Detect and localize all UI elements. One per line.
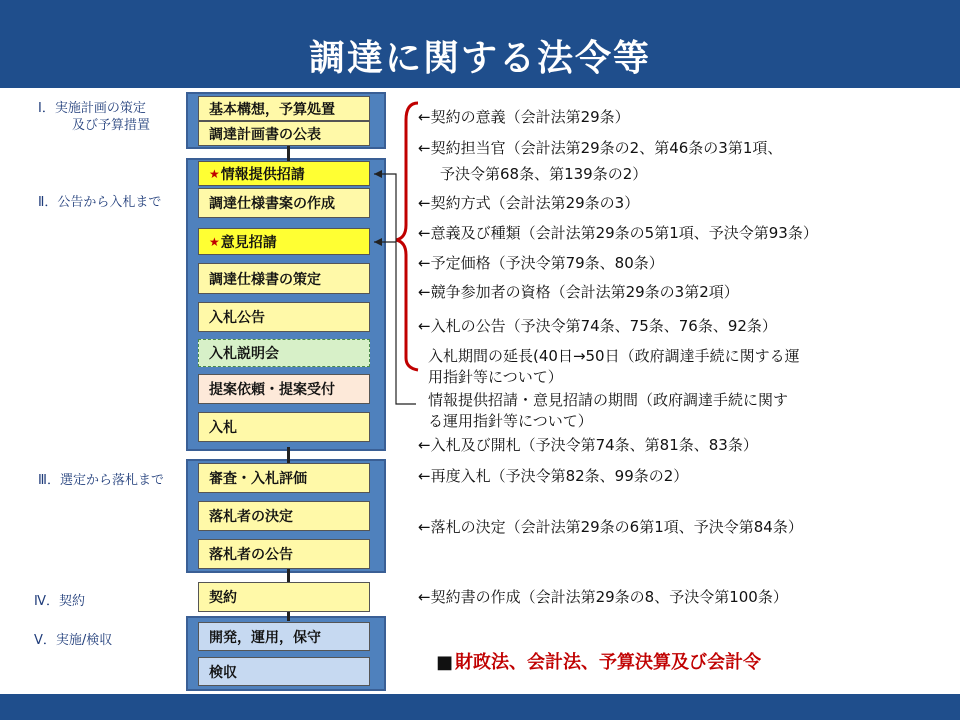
step-label: 調達計画書の公表 [209,126,321,143]
note-award-decision: ←落札の決定（会計法第29条の6第1項、予決令第84条） [418,518,803,536]
page-title: 調達に関する法令等 [308,38,651,79]
note-rebid: ←再度入札（予決令第82条、99条の2） [418,467,689,485]
phase-1-label-line1: Ⅰ．実施計画の策定 [38,101,146,116]
step-label: 審査・入札評価 [209,471,307,487]
step-inspection [198,657,370,686]
note-contract-method: ←契約方式（会計法第29条の3） [418,194,640,212]
legal-basis-summary [436,648,761,674]
step-label: 意見招請 [220,234,277,251]
step-bidding [198,412,370,442]
step-proposal-request-receipt [198,374,370,404]
note-contract-officer: ←契約担当官（会計法第29条の2、第46条の3第1項、 [418,139,783,157]
star-icon: ★ [209,166,220,181]
note-meaning-types: ←意義及び種類（会計法第29条の5第1項、予決令第93条） [418,224,818,242]
phase-1-label-line2: 及び予算措置 [72,118,151,133]
step-information-request [198,161,370,186]
step-label: 情報提供招請 [220,166,305,183]
note-contract-meaning: ←契約の意義（会計法第29条） [418,108,630,126]
phase-1-label [38,100,150,134]
phase-3-label-text: Ⅲ．選定から落札まで [38,473,164,488]
step-label: 入札公告 [209,310,265,326]
step-development-operation-maintenance [198,622,370,651]
step-contract [198,582,370,612]
note-participant-qualification: ←競争参加者の資格（会計法第29条の3第2項） [418,283,739,301]
note-info-comment-period: 情報提供招請・意見招請の期間（政府調達手続に関す [428,391,789,409]
phase-5-label-text: Ⅴ．実施/検収 [34,633,113,648]
note-bid-period-extension: 入札期間の延長(40日→50日（政府調達手続に関する運 [428,347,800,365]
step-label: 落札者の公告 [209,547,293,563]
step-label: 契約 [209,590,237,606]
red-brace [396,103,418,370]
step-procurement-plan-publication [198,121,370,146]
star-icon: ★ [209,234,220,249]
note-bid-opening: ←入札及び開札（予決令第74条、第81条、83条） [418,436,758,454]
step-label: 入札 [209,420,237,436]
step-label: 基本構想，予算処置 [209,101,335,118]
step-label: 調達仕様書の策定 [209,271,321,288]
step-basic-plan-budget [198,96,370,121]
phase-2-label-text: Ⅱ．公告から入札まで [38,195,162,210]
step-draft-specification [198,188,370,218]
note-contract-officer-cont: 予決令第68条、第139条の2） [440,165,648,183]
note-bid-period-extension-cont: 用指針等について） [428,368,563,386]
phase-4-label-text: Ⅳ．契約 [34,594,85,609]
note-estimated-price: ←予定価格（予決令第79条、80条） [418,254,664,272]
connector-line [287,447,290,463]
phase-3-label [38,472,164,489]
step-label: 提案依頼・提案受付 [209,382,335,398]
connector-line [287,611,290,621]
note-contract-document: ←契約書の作成（会計法第29条の8、予決令第100条） [418,588,788,606]
step-award-decision [198,501,370,531]
step-label: 開発，運用，保守 [209,629,321,646]
footer-bar [0,694,960,720]
step-label: 入札説明会 [209,346,279,362]
note-bid-announcement: ←入札の公告（予決令第74条、75条、76条、92条） [418,317,777,335]
step-bid-briefing [198,339,370,367]
step-label: 落札者の決定 [209,509,293,525]
step-comment-request [198,228,370,255]
step-label: 調達仕様書案の作成 [209,196,335,212]
square-bullet-icon: ■ [436,652,454,673]
phase-5-label [34,632,112,649]
step-award-announcement [198,539,370,569]
legal-basis-text: 財政法、会計法、予算決算及び会計令 [455,652,762,673]
note-info-comment-period-cont: る運用指針等について） [428,412,593,430]
step-label: 検収 [209,664,237,681]
step-evaluation [198,463,370,493]
phase-2-label [38,194,161,211]
step-finalize-specification [198,263,370,294]
phase-4-label [34,593,85,610]
step-bid-announcement [198,302,370,332]
